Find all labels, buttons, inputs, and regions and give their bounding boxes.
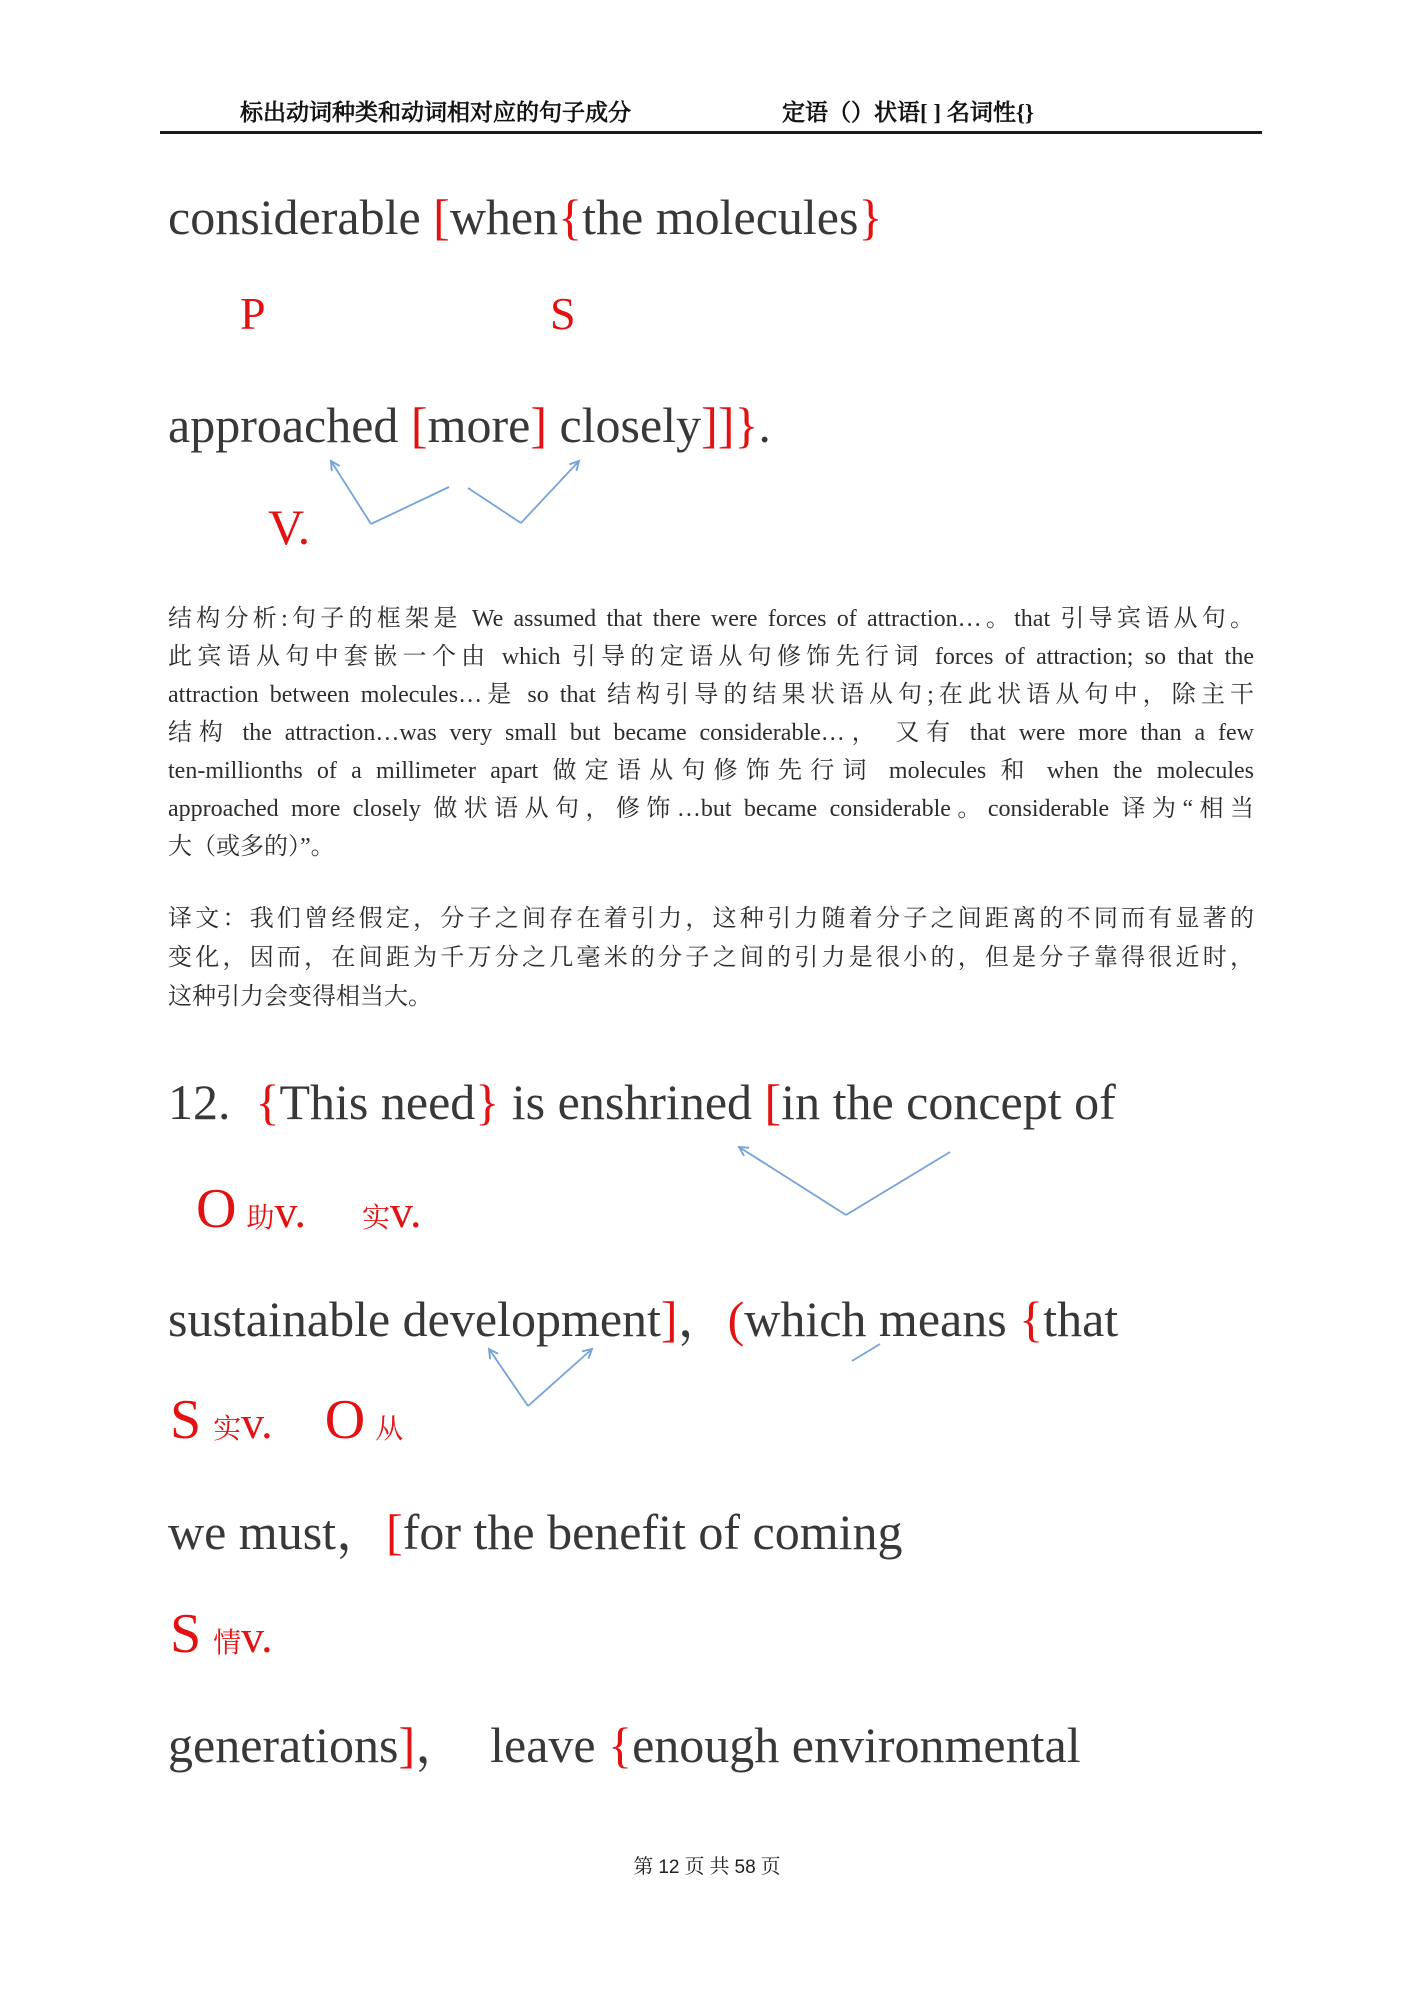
red-bracket: [ bbox=[433, 189, 450, 245]
arrow-line bbox=[371, 487, 449, 524]
sentence-text: in the concept of bbox=[781, 1074, 1116, 1130]
header-title: 标出动词种类和动词相对应的句子成分 bbox=[240, 100, 631, 125]
verb-dot-label: v. bbox=[241, 1611, 273, 1662]
header-legend: 定语（）状语[ ] 名词性{} bbox=[782, 100, 1034, 125]
translation-line: 变化，因而，在间距为千万分之几毫米的分子之间的引力是很小的，但是分子靠得很近时， bbox=[168, 945, 1254, 971]
arrow-to-closely bbox=[521, 461, 579, 523]
clause-label: 从 bbox=[375, 1414, 404, 1445]
translation-paragraph bbox=[168, 900, 1254, 1017]
red-bracket: [ bbox=[386, 1504, 403, 1560]
object-label: O bbox=[324, 1389, 366, 1451]
arrow-to-development bbox=[489, 1349, 528, 1406]
notional-verb-label: 实 bbox=[361, 1203, 390, 1234]
red-brace: { bbox=[255, 1074, 280, 1130]
sentence-text: the molecules bbox=[582, 189, 859, 245]
arrow-to-approached bbox=[331, 461, 371, 524]
red-brace: { bbox=[1019, 1291, 1044, 1347]
predicate-label: P bbox=[240, 288, 266, 339]
sentence-text: considerable bbox=[168, 189, 434, 245]
verb-annotation-row-3 bbox=[170, 1603, 273, 1665]
arrow-to-which bbox=[528, 1349, 592, 1406]
sentence12-line-4 bbox=[168, 1718, 1081, 1772]
page-number: 12 bbox=[658, 1857, 680, 1878]
red-brace: } bbox=[475, 1074, 500, 1130]
arrow-line bbox=[468, 488, 521, 523]
verb-dot-label: v. bbox=[274, 1186, 306, 1237]
subject-label: S bbox=[170, 1603, 202, 1665]
red-brace: { bbox=[608, 1717, 633, 1773]
red-bracket: ] bbox=[530, 397, 547, 453]
arrow-to-enshrined bbox=[739, 1147, 846, 1215]
object-label: O bbox=[196, 1178, 237, 1240]
translation-line: 这种引力会变得相当大。 bbox=[168, 984, 432, 1010]
sentence-text: when bbox=[449, 189, 559, 245]
verb-label: V. bbox=[268, 499, 311, 555]
analysis-line: 结构 the attraction…was very small but became considerable…， 又有 that were more than a few bbox=[168, 720, 1254, 746]
red-bracket: ] bbox=[398, 1717, 416, 1773]
sentence-text: is enshrined bbox=[499, 1074, 765, 1130]
sentence-text: . bbox=[758, 397, 771, 453]
sentence-text: approached bbox=[168, 397, 411, 453]
verb-annotation-row-1 bbox=[196, 1178, 422, 1240]
sentence-text: we must， bbox=[168, 1504, 387, 1560]
analysis-line: approached more closely 做状语从句，修饰…but became considerable。considerable 译为“相当 bbox=[168, 796, 1254, 822]
sentence-text: for the benefit of coming bbox=[402, 1504, 903, 1560]
header-divider bbox=[160, 131, 1262, 134]
auxiliary-verb-label: 助 bbox=[246, 1203, 275, 1234]
red-bracket: [ bbox=[764, 1074, 782, 1130]
sentence-text: This need bbox=[279, 1074, 476, 1130]
verb-dot-label: v. bbox=[241, 1397, 273, 1448]
arrow-line bbox=[846, 1152, 950, 1215]
analysis-line: 结构分析:句子的框架是 We assumed that there were forces of attraction…。that 引导宾语从句。 bbox=[168, 606, 1254, 632]
sentence12-line-2 bbox=[168, 1292, 1118, 1346]
sentence-text: enough environmental bbox=[632, 1717, 1081, 1773]
subject-label: S bbox=[170, 1389, 202, 1451]
red-bracket: [ bbox=[410, 397, 428, 453]
analysis-line: attraction between molecules…是 so that 结构引导的结果状语从句;在此状语从句中，除主干 bbox=[168, 682, 1254, 708]
total-pages: 58 bbox=[734, 1857, 756, 1878]
verb-annotation-row-2 bbox=[170, 1389, 404, 1451]
sentence-text: generations bbox=[168, 1717, 399, 1773]
sentence-text: closely bbox=[546, 397, 702, 453]
sentence-text: ， bbox=[677, 1291, 728, 1347]
verb-dot-label: v. bbox=[390, 1186, 422, 1237]
analysis-line: ten-millionths of a millimeter apart 做定语从句修饰先行词 molecules 和 when the molecules bbox=[168, 758, 1254, 784]
analysis-line: 大（或多的）”。 bbox=[168, 834, 335, 860]
sentence11-line-2 bbox=[168, 398, 771, 452]
sentence12-line-3 bbox=[168, 1505, 903, 1559]
footer-text: 页 bbox=[755, 1856, 781, 1878]
modal-verb-label: 情 bbox=[213, 1628, 242, 1659]
subject-label: S bbox=[550, 288, 576, 339]
translation-line: 译文：我们曾经假定，分子之间存在着引力，这种引力随着分子之间距离的不同而有显著的 bbox=[168, 906, 1254, 932]
red-bracket: ] bbox=[660, 1291, 678, 1347]
red-paren: ( bbox=[727, 1291, 745, 1347]
sentence-text: sustainable development bbox=[168, 1291, 661, 1347]
sentence11-line-1 bbox=[168, 190, 882, 244]
sentence-text: which means bbox=[744, 1291, 1020, 1347]
footer-text: 第 bbox=[633, 1856, 659, 1878]
sentence12-line-1 bbox=[168, 1075, 1116, 1129]
red-brackets-close: ]]} bbox=[701, 397, 759, 453]
footer-text: 页 共 bbox=[679, 1856, 735, 1878]
structure-analysis-paragraph bbox=[168, 600, 1254, 866]
red-brace: } bbox=[858, 189, 883, 245]
notional-verb-label: 实 bbox=[213, 1414, 242, 1445]
page-footer bbox=[0, 1850, 1414, 1879]
sentence-number: 12. bbox=[168, 1074, 256, 1130]
sentence-text: more bbox=[427, 397, 531, 453]
sentence-text: ， leave bbox=[415, 1717, 609, 1773]
sentence-text: that bbox=[1043, 1291, 1119, 1347]
red-brace: { bbox=[558, 189, 583, 245]
analysis-line: 此宾语从句中套嵌一个由 which 引导的定语从句修饰先行词 forces of attraction; so that the bbox=[168, 644, 1254, 670]
